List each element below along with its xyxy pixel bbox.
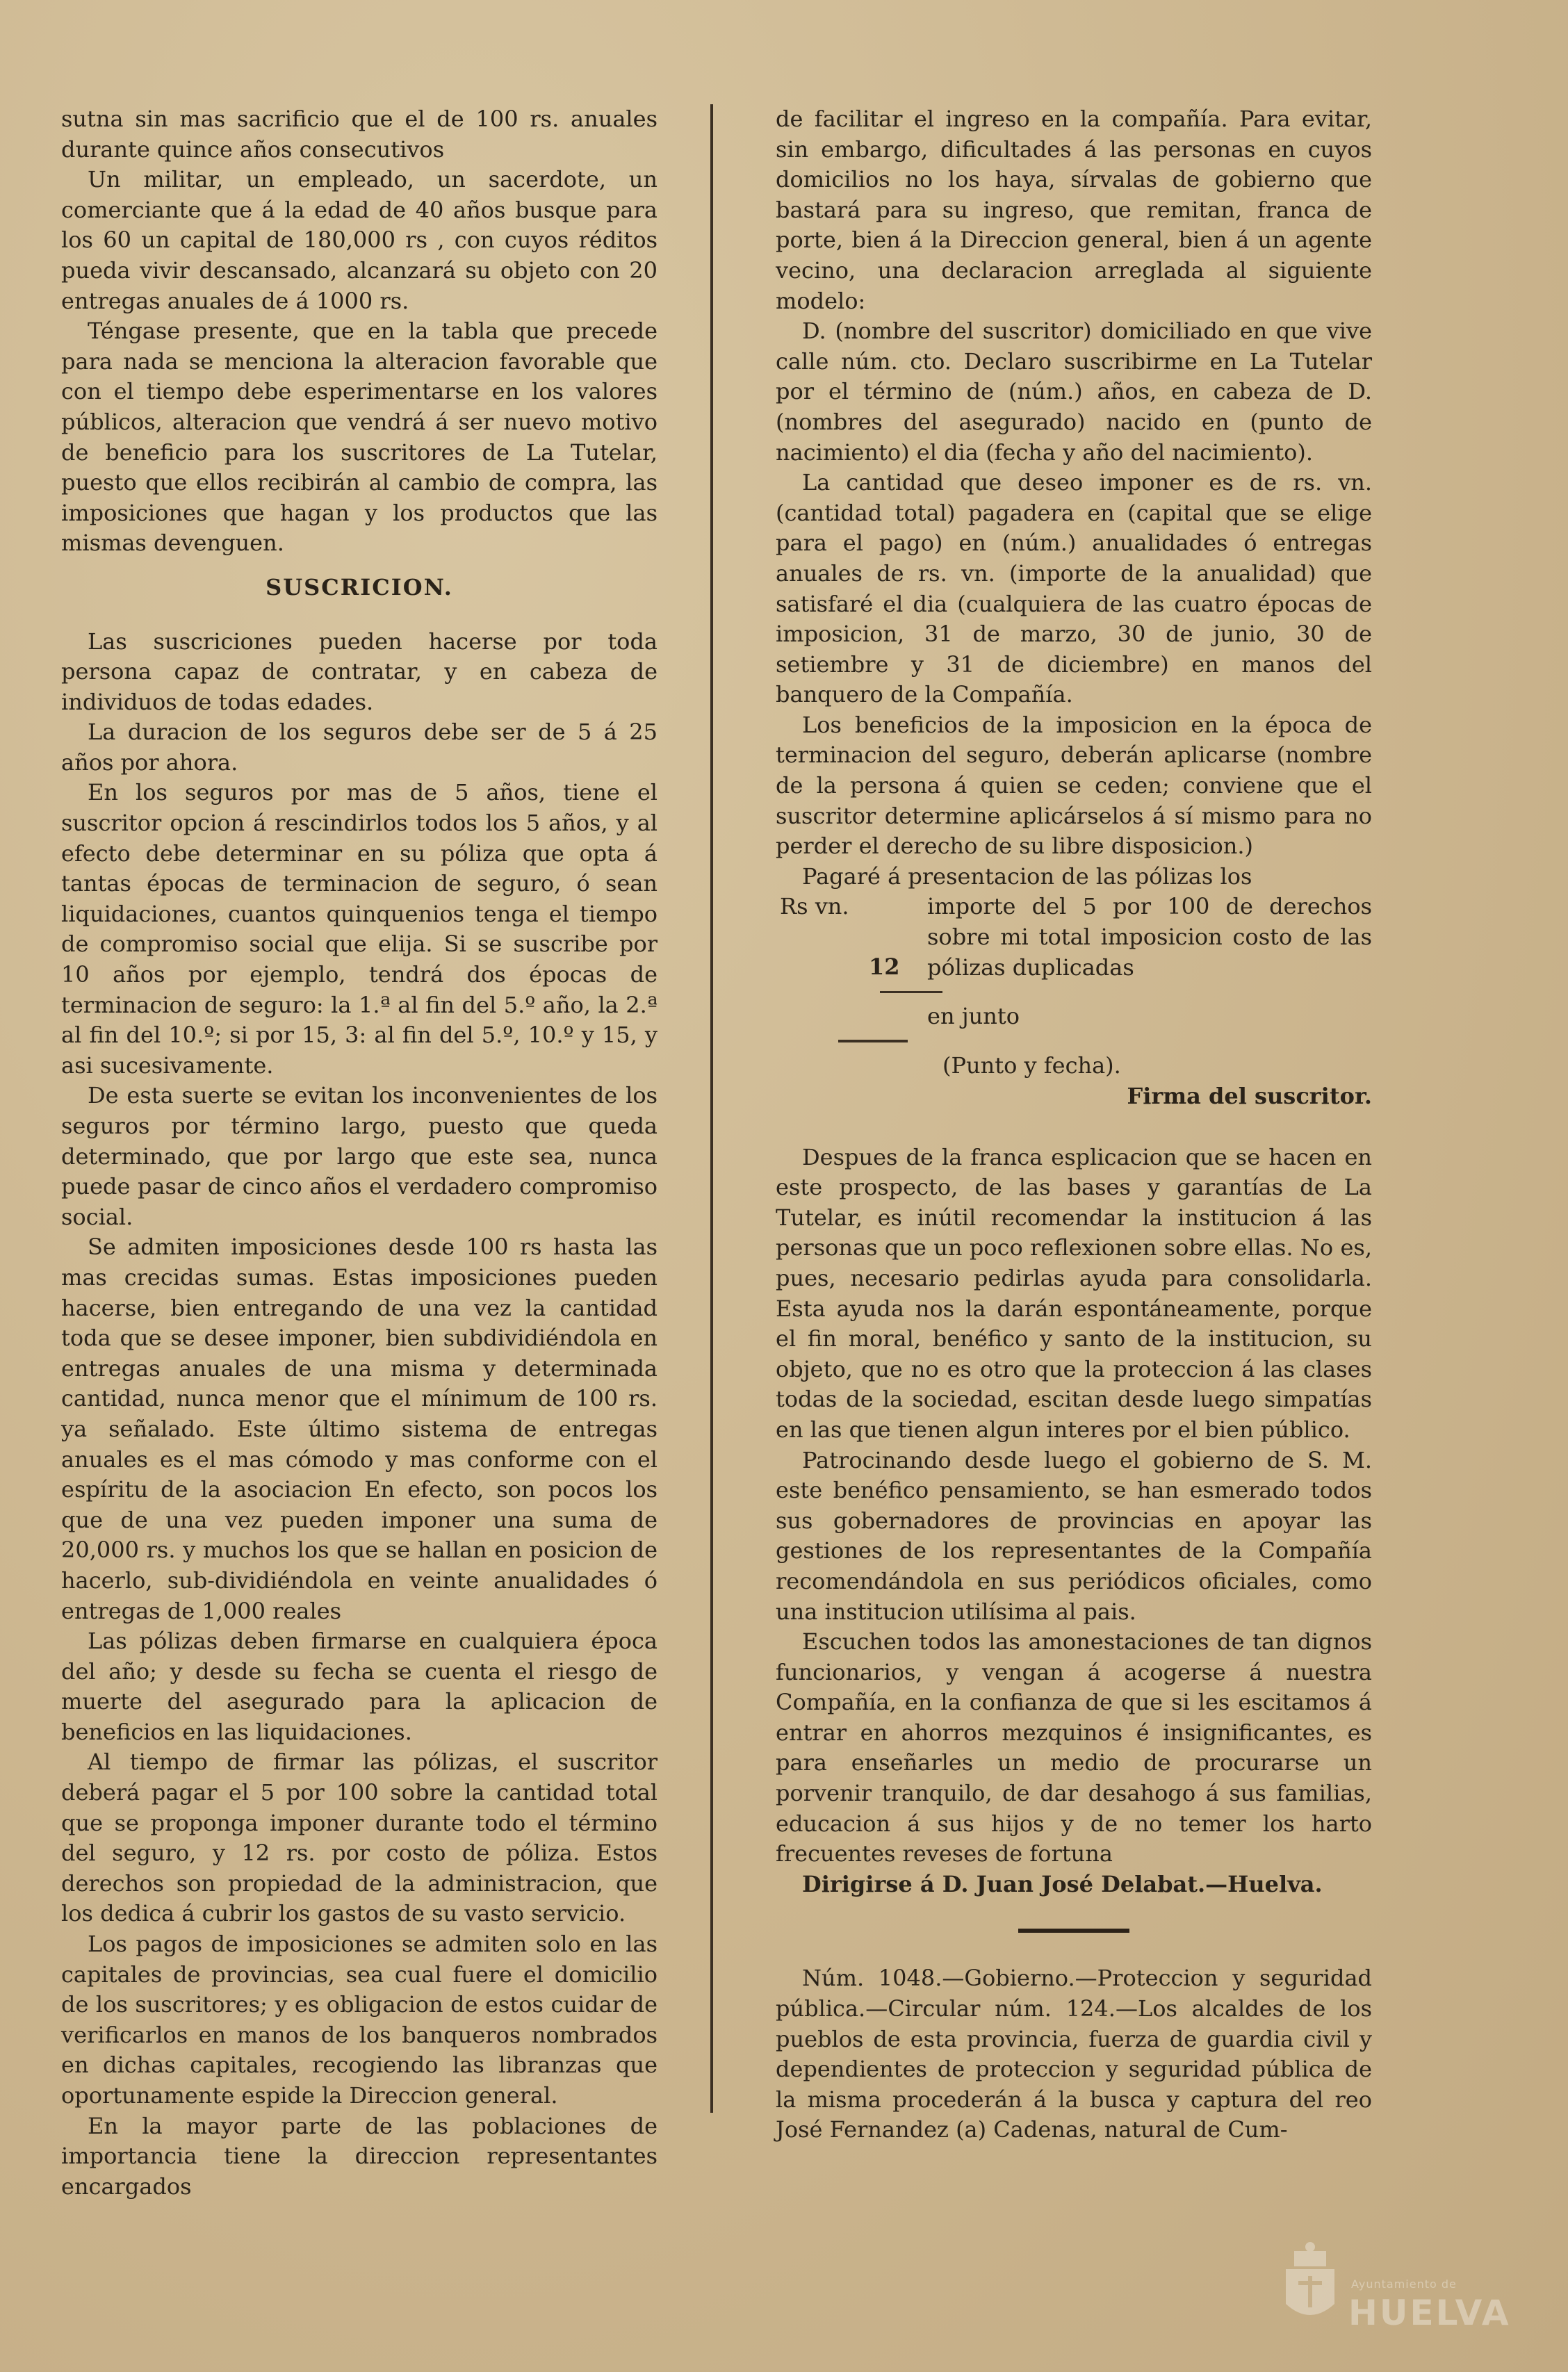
section-heading: SUSCRICION. bbox=[266, 573, 453, 600]
watermark-subtitle: Ayuntamiento de bbox=[1351, 2277, 1457, 2291]
column-rule bbox=[710, 104, 713, 1140]
right-column bbox=[776, 104, 1372, 2145]
signature-line: Firma del suscritor. bbox=[1127, 1083, 1372, 1109]
divider bbox=[838, 1040, 908, 1042]
paragraph: Escuchen todos las amonestaciones de tan dignos funcionarios, y vengan á acogerse á nuestra Compañía, en la confianza de que si les escitamos á entrar en ahorros mezquinos é insignificantes, es para enseñarles un medio de procurarse un porvenir tranquilo, de dar desahogo á sus familias, educacion á sus hijos y de no temer los harto frecuentes reveses de fortuna bbox=[776, 1628, 1372, 1867]
payment-amount: 12 bbox=[869, 954, 900, 981]
paragraph: Las pólizas deben firmarse en cualquiera época del año; y desde su fecha se cuenta el riesgo de muerte del asegurado para la aplicacion de beneficios en las liquidaciones. bbox=[61, 1628, 658, 1745]
payment-amount-label: Rs vn. bbox=[780, 893, 849, 920]
huelva-watermark bbox=[1279, 2241, 1511, 2333]
paragraph: Un militar, un empleado, un sacerdote, un comerciante que á la edad de 40 años busque para los 60 un capital de 180,000 rs , con cuyos réditos pueda vivir descansado, alcanzará su objeto con 20 entregas anuales de á 1000 rs. bbox=[61, 166, 658, 314]
paragraph: La duracion de los seguros debe ser de 5 á 25 años por ahora. bbox=[61, 719, 658, 776]
payment-row bbox=[776, 952, 1372, 983]
paragraph: Téngase presente, que en la tabla que precede para nada se menciona la alteracion favorable que con el tiempo debe esperimentarse en los valores públicos, alteracion que vendrá á ser nuevo motivo de beneficio para los suscritores de La Tutelar, puesto que ellos recibirán al cambio de compra, las imposiciones que hagan y los productos que las mismas devenguen. bbox=[61, 318, 658, 557]
crest-icon bbox=[1279, 2241, 1341, 2328]
place-date: (Punto y fecha). bbox=[942, 1052, 1121, 1079]
paragraph: de facilitar el ingreso en la compañía. Para evitar, sin embargo, dificultades á las personas en cuyos domicilios no los haya, sírvalas de gobierno que bastará para su ingreso, que remitan, franca de porte, bien á la Direccion general, bien á un agente vecino, una declaracion arreglada al siguiente modelo: bbox=[776, 106, 1372, 314]
left-column bbox=[61, 104, 658, 2202]
paragraph: Las suscriciones pueden hacerse por toda persona capaz de contratar, y en cabeza de individuos de todas edades. bbox=[61, 628, 658, 715]
circular-paragraph: Núm. 1048.—Gobierno.—Proteccion y seguridad pública.—Circular núm. 124.—Los alcaldes de los pueblos de esta provincia, fuerza de guardia civil y dependientes de proteccion y seguridad pública de la misma procederán á la busca y captura del reo José Fernandez (a) Cadenas, natural de Cum- bbox=[776, 1965, 1372, 2143]
paragraph: En los seguros por mas de 5 años, tiene el suscritor opcion á rescindirlos todos los 5 años, y al efecto debe determinar en su póliza que opta á tantas épocas de terminacion de seguro, ó sean liquidaciones, cuantos quinquenios tenga el tiempo de compromiso social que elija. Si se suscribe por 10 años por ejemplo, tendrá dos épocas de terminacion de seguro: la 1.ª al fin del 5.º año, la 2.ª al fin del 10.º; si por 15, 3: al fin del 5.º, 10.º y 15, y asi sucesivamente. bbox=[61, 779, 658, 1079]
paragraph: Los beneficios de la imposicion en la época de terminacion del seguro, deberán aplicarse (nombre de la persona á quien se ceden; conviene que el suscritor determine aplicárselos á sí mismo para no perder el derecho de su libre disposicion.) bbox=[776, 711, 1372, 860]
paragraph: sutna sin mas sacrificio que el de 100 rs. anuales durante quince años consecutivos bbox=[61, 106, 658, 163]
total-label: en junto bbox=[927, 1002, 1020, 1029]
section-separator bbox=[1018, 1929, 1129, 1933]
divider bbox=[880, 991, 942, 993]
paragraph: Al tiempo de firmar las pólizas, el suscritor deberá pagar el 5 por 100 sobre la cantidad total que se proponga imponer durante todo el término del seguro, y 12 rs. por costo de póliza. Estos derechos son propiedad de la administracion, que los dedica á cubrir los gastos de su vasto servicio. bbox=[61, 1749, 658, 1927]
paragraph: Se admiten imposiciones desde 100 rs hasta las mas crecidas sumas. Estas imposiciones pueden hacerse, bien entregando de una vez la cantidad toda que se desee imponer, bien subdividiéndola en entregas anuales de una misma y determinada cantidad, nunca menor que el mínimum de 100 rs. ya señalado. Este último sistema de entregas anuales es el mas cómodo y mas conforme con el espíritu de la asociacion En efecto, son pocos los que de una vez pueden imponer una suma de 20,000 rs. y muchos los que se hallan en posicion de hacerlo, sub-dividiéndola en veinte anualidades ó entregas de 1,000 reales bbox=[61, 1234, 658, 1624]
paragraph: Despues de la franca esplicacion que se hacen en este prospecto, de las bases y garantías de La Tutelar, es inútil recomendar la institucion á las personas que un poco reflexionen sobre ellas. No es, pues, necesario pedirlas ayuda para consolidarla. Esta ayuda nos la darán espontáneamente, porque el fin moral, benéfico y santo de la institucion, su objeto, que no es otro que la proteccion á las clases todas de la sociedad, escitan desde luego simpatías en las que tienen algun interes por el bien público. bbox=[776, 1143, 1372, 1443]
model-declaration: D. (nombre del suscritor) domiciliado en que vive calle núm. cto. Declaro suscribirme en La Tutelar por el término de (núm.) años, en cabeza de D. (nombres del asegurado) nacido en (punto de nacimiento) el dia (fecha y año del nacimiento). bbox=[776, 318, 1372, 466]
paragraph: De esta suerte se evitan los inconvenientes de los seguros por término largo, puesto que queda determinado, que por largo que este sea, nunca puede pasar de cinco años el verdadero compromiso social. bbox=[61, 1082, 658, 1230]
address-line: Dirigirse á D. Juan José Delabat.—Huelva. bbox=[802, 1870, 1323, 1897]
paragraph: En la mayor parte de las poblaciones de importancia tiene la direccion representantes encargados bbox=[61, 2112, 658, 2200]
paragraph: La cantidad que deseo imponer es de rs. vn. (cantidad total) pagadera en (capital que se elige para el pago) en (núm.) anualidades ó entregas anuales de rs. vn. (importe de la anualidad) que satisfaré el dia (cualquiera de las cuatro épocas de imposicion, 31 de marzo, 30 de junio, 30 de setiembre y 31 de diciembre) en manos del banquero de la Compañía. bbox=[776, 469, 1372, 708]
payment-intro: Pagaré á presentacion de las pólizas los bbox=[802, 862, 1252, 890]
paragraph: Patrocinando desde luego el gobierno de S. M. este benéfico pensamiento, se han esmerado todos sus gobernadores de provincias en apoyar las gestiones de los representantes de la Compañía recomendándola en sus periódicos oficiales, como una institucion utilísima al pais. bbox=[776, 1446, 1372, 1625]
watermark-text: HUELVA bbox=[1348, 2293, 1511, 2333]
paragraph: Los pagos de imposiciones se admiten solo en las capitales de provincias, sea cual fuere el domicilio de los suscritores; y es obligacion de estos cuidar de verificarlos en manos de los banqueros nombrados en dichas capitales, recogiendo las libranzas que oportunamente espide la Direccion general. bbox=[61, 1931, 658, 2109]
payment-description: importe del 5 por 100 de derechos sobre mi total imposicion costo de las pólizas duplicadas bbox=[927, 893, 1372, 981]
column-rule bbox=[710, 1112, 713, 2113]
